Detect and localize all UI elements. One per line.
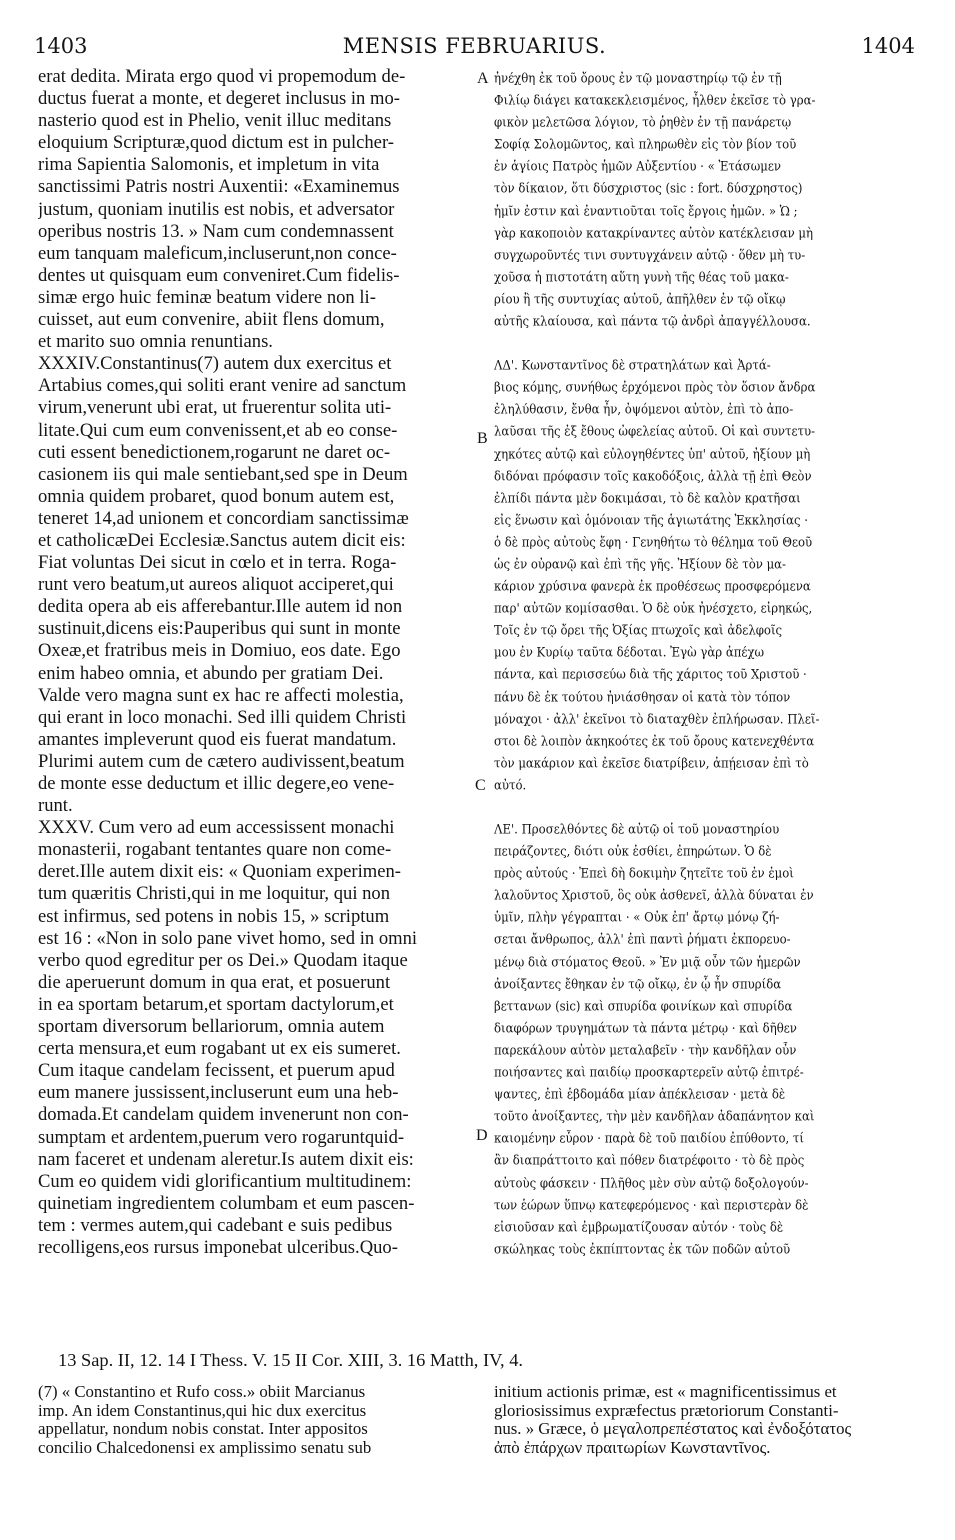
greek-line: πειράζοντες, διότι οὐκ ἐσθίει, ἐπηρώτων. Ὁ δὲ bbox=[494, 843, 772, 860]
margin-letter-d: D bbox=[476, 1127, 488, 1144]
greek-line: παρεκάλουν αὐτὸν μεταλαβεῖν · τὴν κανδῆλαν οὖν bbox=[494, 1041, 797, 1058]
latin-line: eloquium Scripturæ,quod dictum est in pulcher- bbox=[38, 132, 394, 154]
latin-line: tem : vermes autem,qui cadebant e suis pedibus bbox=[38, 1214, 393, 1236]
latin-line: sportam diversorum bellariorum, omnia autem bbox=[38, 1016, 385, 1038]
greek-line: γὰρ κακοποιὸν κατακρίναντες αὐτὸν κατέκλεισαν μὴ bbox=[494, 224, 814, 241]
greek-column bbox=[494, 67, 920, 1260]
latin-line: quinetiam ingredientem columbam et eum pascen- bbox=[38, 1192, 415, 1214]
latin-line: nam faceret et undenam aleretur.Is autem dixit eis: bbox=[38, 1148, 414, 1170]
greek-line: χοῦσα ἡ πιστοτάτη αὕτη γυνὴ τῆς θέας τοῦ μακα- bbox=[494, 268, 789, 285]
latin-line: erat dedita. Mirata ergo quod vi propemodum de- bbox=[38, 66, 406, 87]
footnote-left-line: appellatur, nondum nobis constat. Inter appositos bbox=[38, 1419, 368, 1439]
greek-line: Τοῖς ἐν τῷ ὄρει τῆς Ὀξίας πτωχοῖς καὶ ἀδελφοῖς bbox=[494, 622, 783, 639]
greek-line: ὁ δὲ πρὸς αὐτοὺς ἔφη · Γενηθήτω τὸ θέλημα τοῦ Θεοῦ bbox=[494, 533, 813, 550]
greek-line: ἠνέχθη ἐκ τοῦ ὄρους ἐν τῷ μοναστηρίῳ τῷ ἐν τῇ bbox=[494, 70, 782, 86]
latin-line: amantes impleverunt quod eis fuerat mandatum. bbox=[38, 728, 397, 750]
margin-letter-b: B bbox=[477, 430, 488, 447]
latin-line: dentes ut quisquam eum conveniret.Cum fidelis- bbox=[38, 264, 400, 286]
latin-line: simæ ergo huic feminæ beatum videre non li- bbox=[38, 286, 376, 308]
greek-line: παρ' αὐτῶν κομίσασθαι. Ὁ δὲ οὐκ ἠνέσχετο, εἰρηκώς, bbox=[494, 600, 813, 617]
greek-line: ἀνοίξαντες ἔθηκαν ἐν τῷ οἴκῳ, ἐν ᾧ ἦν σπυρίδα bbox=[494, 975, 782, 992]
running-header bbox=[34, 34, 915, 64]
greek-line: ἐλπίδι πάντα μὲν δοκιμάσαι, τὸ δὲ καλὸν κρατῆσαι bbox=[494, 489, 801, 506]
greek-line: πάντα, καὶ περισσεύω διὰ τῆς χάριτος τοῦ Χριστοῦ · bbox=[494, 666, 807, 683]
latin-line: eum manere jussissent,incluserunt eum una heb- bbox=[38, 1082, 399, 1104]
latin-line: deret.Ille autem dixit eis: « Quoniam experimen- bbox=[38, 861, 401, 883]
latin-line: est 16 : «Non in solo pane vivet homo, sed in omni bbox=[38, 927, 418, 949]
latin-line: in ea sportam betarum,et sportam dactylorum,et bbox=[38, 993, 394, 1015]
latin-line: XXXV. Cum vero ad eum accessissent monachi bbox=[38, 817, 395, 839]
greek-line: τὸν μακάριον καὶ ἐκεῖσε διατρίβειν, ἀπῄεισαν ἐπὶ τὸ bbox=[494, 754, 809, 771]
greek-line: αὐτό. bbox=[494, 776, 527, 793]
latin-line: tum quæritis Christi,qui in me loquitur, qui non bbox=[38, 883, 391, 905]
greek-line: ἡμῖν ἐστιν καὶ ἐναντιοῦται τοῖς ἔργοις ἡμῶν. » Ὡ ; bbox=[494, 202, 798, 219]
greek-line: ποιήσαντες καὶ παιδίῳ προσκαρτερεῖν αὐτῷ ἐπιτρέ- bbox=[494, 1064, 804, 1081]
greek-line: των ἑώρων ὕπνῳ κατεφερόμενος · καὶ περιστερὰν δὲ bbox=[494, 1196, 809, 1213]
latin-line: Oxeæ,et fratribus meis in Domiuo, eos date. Ego bbox=[38, 640, 401, 662]
greek-line: Φιλίῳ διάγει κατακεκλεισμένος, ἦλθεν ἐκεῖσε τὸ γρα- bbox=[494, 92, 816, 109]
latin-line: runt vero beatum,ut aureos aliquot acciperet,qui bbox=[38, 574, 394, 596]
greek-line: τοῦτο ἀνοίξαντες, τὴν μὲν κανδῆλαν ἀδαπάνητον καὶ bbox=[494, 1108, 815, 1125]
greek-line: συγχωροῦντές τινι συντυγχάνειν αὐτῷ · ὅθεν μὴ τυ- bbox=[494, 246, 806, 263]
latin-line: et marito suo omnia renuntians. bbox=[38, 331, 273, 353]
greek-line: ἐν ἁγίοις Πατρὸς ἡμῶν Αὐξεντίου · « Ἐτάσωμεν bbox=[494, 158, 782, 175]
latin-line: XXXIV.Constantinus(7) autem dux exercitus et bbox=[38, 353, 392, 375]
footnote-right-line: ἀπὸ ἐπάρχων πραιτωρίων Κωνσταντῖνος. bbox=[494, 1437, 771, 1457]
latin-paragraph bbox=[38, 353, 474, 817]
greek-line: φικὸν μελετῶσα λόγιον, τὸ ῥηθὲν ἐν τῇ πανάρετῳ bbox=[494, 114, 792, 131]
greek-line: μου ἐν Κυρίῳ ταῦτα δέδοται. Ἐγὼ γὰρ ἀπέχω bbox=[494, 644, 765, 661]
greek-paragraph bbox=[494, 818, 920, 1260]
margin-letter-a: A bbox=[477, 70, 489, 87]
latin-line: operibus nostris 13. » Nam cum condemnassent bbox=[38, 220, 394, 242]
greek-line: βιος κόμης, συνήθως ἐρχόμενοι πρὸς τὸν ὅσιον ἄνδρα bbox=[494, 379, 816, 396]
greek-line: Σοφίᾳ Σολομῶντος, καὶ πληρωθὲν εἰς τὸν βίον τοῦ bbox=[494, 136, 797, 153]
greek-line: ἂν διαπράττοιτο καὶ πόθεν διατρέφοιτο · τὸ δὲ πρὸς bbox=[494, 1152, 805, 1169]
latin-line: recolligens,eos rursus imponebat ulceribus.Quo- bbox=[38, 1236, 398, 1258]
latin-line: et catholicæDei Ecclesiæ.Sanctus autem dicit eis: bbox=[38, 529, 406, 551]
greek-line: λαῦσαι τῆς ἐξ ἔθους ὠφελείας αὐτοῦ. Οἱ καὶ συντετυ- bbox=[494, 423, 816, 440]
greek-line: μένῳ διὰ στόματος Θεοῦ. » Ἐν μιᾷ οὖν τῶν ἡμερῶν bbox=[494, 953, 801, 970]
latin-line: nasterio quod est in Phelio, venit illuc meditans bbox=[38, 110, 392, 132]
greek-paragraph bbox=[494, 354, 920, 796]
greek-line: εἰσιοῦσαν καὶ ἐμβρωματίζουσαν αὐτόν · τοὺς δὲ bbox=[494, 1218, 784, 1235]
footnote-right-column bbox=[494, 1383, 924, 1457]
greek-line: αὐτῆς κλαίουσα, καὶ πάντα τῷ ἀνδρὶ ἀπαγγέλλουσα. bbox=[494, 313, 811, 330]
footnote-left-line: (7) « Constantino et Rufo coss.» obiit Marcianus bbox=[38, 1383, 366, 1401]
latin-line: dedita opera ab eis afferebantur.Ille autem id non bbox=[38, 596, 403, 618]
latin-line: justum, quoniam inutilis est nobis, et adversator bbox=[38, 198, 395, 220]
scripture-references: 13 Sap. II, 12. 14 I Thess. V. 15 II Cor. XIII, 3. 16 Matth, IV, 4. bbox=[58, 1350, 524, 1370]
running-title: MENSIS FEBRUARIUS. bbox=[342, 34, 607, 58]
greek-line: στοι δὲ λοιπὸν ἀκηκοότες ἐκ τοῦ ὄρους κατενεχθέντα bbox=[494, 732, 815, 749]
latin-line: Cum eo quidem vidi glorificantium multitudinem: bbox=[38, 1170, 412, 1192]
footnote-right-line: gloriosissimus expræfectus prætoriorum Constanti- bbox=[494, 1400, 839, 1420]
greek-line: βεττανων (sic) καὶ σπυρίδα φοινίκων καὶ σπυρίδα bbox=[494, 997, 793, 1014]
latin-line: monasterii, rogabant tentantes quare non come- bbox=[38, 839, 392, 861]
footnote-right-line: nus. » Græce, ὁ μεγαλοπρεπέστατος καὶ ἐνδοξότατος bbox=[494, 1419, 852, 1439]
paragraph-gap bbox=[494, 332, 920, 354]
latin-line: sustinuit,dicens eis:Pauperibus qui sunt in monte bbox=[38, 618, 401, 640]
latin-line: die aperuerunt domum in qua erat, et posuerunt bbox=[38, 971, 391, 993]
greek-line: πρὸς αὐτούς · Ἐπεὶ δὴ δοκιμὴν ζητεῖτε τοῦ ἐν ἐμοὶ bbox=[494, 865, 794, 882]
latin-line: eum tanquam maleficum,incluserunt,non conce- bbox=[38, 242, 397, 264]
latin-paragraph bbox=[38, 66, 474, 353]
paragraph-gap bbox=[494, 796, 920, 818]
page-number-left: 1403 bbox=[34, 34, 88, 58]
greek-line: ρίου ἢ τῆς συντυχίας αὐτοῦ, ἀπῆλθεν ἐν τῷ οἴκῳ bbox=[494, 290, 786, 307]
latin-line: est infirmus, sed potens in nobis 15, » scriptum bbox=[38, 905, 390, 927]
greek-line: ὡς ἐν οὐρανῷ καὶ ἐπὶ τῆς γῆς. Ἠξίουν δὲ τὸν μα- bbox=[494, 555, 787, 572]
latin-line: verbo quod egreditur per os Dei.» Quodam itaque bbox=[38, 949, 408, 971]
latin-column bbox=[38, 66, 474, 1259]
latin-line: de monte esse deductum et illic degere,eo vene- bbox=[38, 773, 395, 794]
page-number-right: 1404 bbox=[861, 34, 915, 58]
margin-letter-c: C bbox=[475, 777, 486, 794]
greek-line: ἐληλύθασιν, ἔνθα ἦν, ὀψόμενοι αὐτὸν, ἐπὶ τὸ ἀπο- bbox=[494, 401, 794, 418]
latin-line: domada.Et candelam quidem invenerunt non con- bbox=[38, 1104, 409, 1126]
latin-line: Cum itaque candelam fecissent, et puerum apud bbox=[38, 1060, 395, 1082]
greek-line: πάνυ δὲ ἐκ τούτου ἠνιάσθησαν οἱ κατὰ τὸν τόπον bbox=[494, 688, 791, 705]
greek-line: λαλοῦντος Χριστοῦ, ὃς οὐκ ἀσθενεῖ, ἀλλὰ δύναται ἐν bbox=[494, 887, 814, 904]
greek-line: εἰς ἕνωσιν καὶ ὁμόνοιαν τῆς ἁγιωτάτης Ἐκκλησίας · bbox=[494, 511, 809, 528]
latin-line: teneret 14,ad unionem et concordiam sanctissimæ bbox=[38, 507, 409, 529]
latin-line: enim habeo omnia, et abundo per gratiam Dei. bbox=[38, 662, 384, 684]
footnote-left-line: imp. An idem Constantinus,qui hic dux exercitus bbox=[38, 1400, 367, 1420]
greek-line: ΛΔ'. Κωνσταντῖνος δὲ στρατηλάτων καὶ Ἀρτά- bbox=[494, 357, 771, 374]
latin-line: certa mensura,et eum rogabant ut ex eis sumeret. bbox=[38, 1038, 401, 1060]
greek-line: ψαντες, ἐπὶ ἑβδομάδα μίαν ἀπέκλεισαν · μετὰ δὲ bbox=[494, 1086, 786, 1103]
greek-line: σκώληκας τοὺς ἐκπίπτοντας ἐκ τῶν ποδῶν αὐτοῦ bbox=[494, 1240, 791, 1257]
latin-line: Artabius comes,qui soliti erant venire ad sanctum bbox=[38, 375, 407, 397]
latin-line: cuisset, aut eum convenire, abiit flens domum, bbox=[38, 309, 385, 331]
greek-line: διδόναι πρόφασιν τοῖς κακοδόξοις, ἀλλὰ τῇ ἐπὶ Θεὸν bbox=[494, 467, 812, 484]
latin-line: sanctissimi Patris nostri Auxentii: «Examinemus bbox=[38, 176, 400, 198]
greek-line: ὑμῖν, πλὴν γέγραπται · « Οὐκ ἐπ' ἄρτῳ μόνῳ ζή- bbox=[494, 909, 780, 926]
latin-line: qui erant in loco monachi. Sed illi quidem Christi bbox=[38, 706, 407, 728]
latin-line: rima Sapientia Salomonis, et impletum in vita bbox=[38, 154, 380, 176]
latin-line: sumptam et ardentem,puerum vero rogaruntquid- bbox=[38, 1126, 405, 1148]
latin-line: cuti essent benedictionem,rogarunt ne daret oc- bbox=[38, 441, 391, 463]
greek-line: μόναχοι · ἀλλ' ἐκεῖνοι τὸ διαταχθὲν ἐπλήρωσαν. Πλεῖ- bbox=[494, 710, 820, 727]
latin-line: Fiat voluntas Dei sicut in cœlo et in terra. Roga- bbox=[38, 552, 397, 574]
greek-paragraph bbox=[494, 67, 920, 332]
greek-line: καιομένην εὗρον · παρὰ δὲ τοῦ παιδίου ἐπύθοντο, τί bbox=[494, 1130, 804, 1147]
greek-line: διαφόρων τρυγημάτων τὰ πάντα μέτρῳ · καὶ δῆθεν bbox=[494, 1019, 797, 1036]
latin-line: casionem iis qui male sentiebant,sed spe in Deum bbox=[38, 463, 408, 485]
latin-line: virum,venerunt ubi erat, ut fruerentur solita uti- bbox=[38, 397, 392, 419]
latin-line: omnia quidem probaret, quod bonum autem est, bbox=[38, 485, 395, 507]
greek-line: σεται ἄνθρωπος, ἀλλ' ἐπὶ παντὶ ῥήματι ἐκπορευο- bbox=[494, 931, 791, 948]
latin-line: litate.Qui cum eum convenissent,et ab eo conse- bbox=[38, 419, 398, 441]
greek-line: χηκότες αὐτῷ καὶ εὐλογηθέντες ὑπ' αὐτοῦ, ἠξίουν μὴ bbox=[494, 445, 811, 462]
greek-line: ΛΕ'. Προσελθόντες δὲ αὐτῷ οἱ τοῦ μοναστηρίου bbox=[494, 821, 780, 837]
latin-line: runt. bbox=[38, 795, 73, 817]
footnote-right-line: initium actionis primæ, est « magnificentissimus et bbox=[494, 1383, 837, 1401]
footnote-left-column bbox=[38, 1383, 478, 1457]
latin-line: Plurimi autem cum de cætero audivissent,beatum bbox=[38, 750, 405, 772]
greek-line: τὸν δίκαιον, ὅτι δύσχριστος (sic : fort. δύσχρηστος) bbox=[494, 180, 803, 197]
greek-line: κάριον χρύσινα φανερὰ ἐκ προθέσεως προσφερόμενα bbox=[494, 578, 811, 595]
latin-paragraph bbox=[38, 817, 474, 1259]
greek-line: αὐτοὺς φάσκειν · Πλῆθος μὲν σὺν αὐτῷ δοξολογούν- bbox=[494, 1174, 809, 1191]
latin-line: ductus fuerat a monte, et degeret inclusus in mo- bbox=[38, 88, 400, 110]
latin-line: Valde vero magna sunt ex hac re affecti molestia, bbox=[38, 684, 404, 706]
footnote-left-line: concilio Chalcedonensi ex amplissimo senatu sub bbox=[38, 1437, 372, 1457]
